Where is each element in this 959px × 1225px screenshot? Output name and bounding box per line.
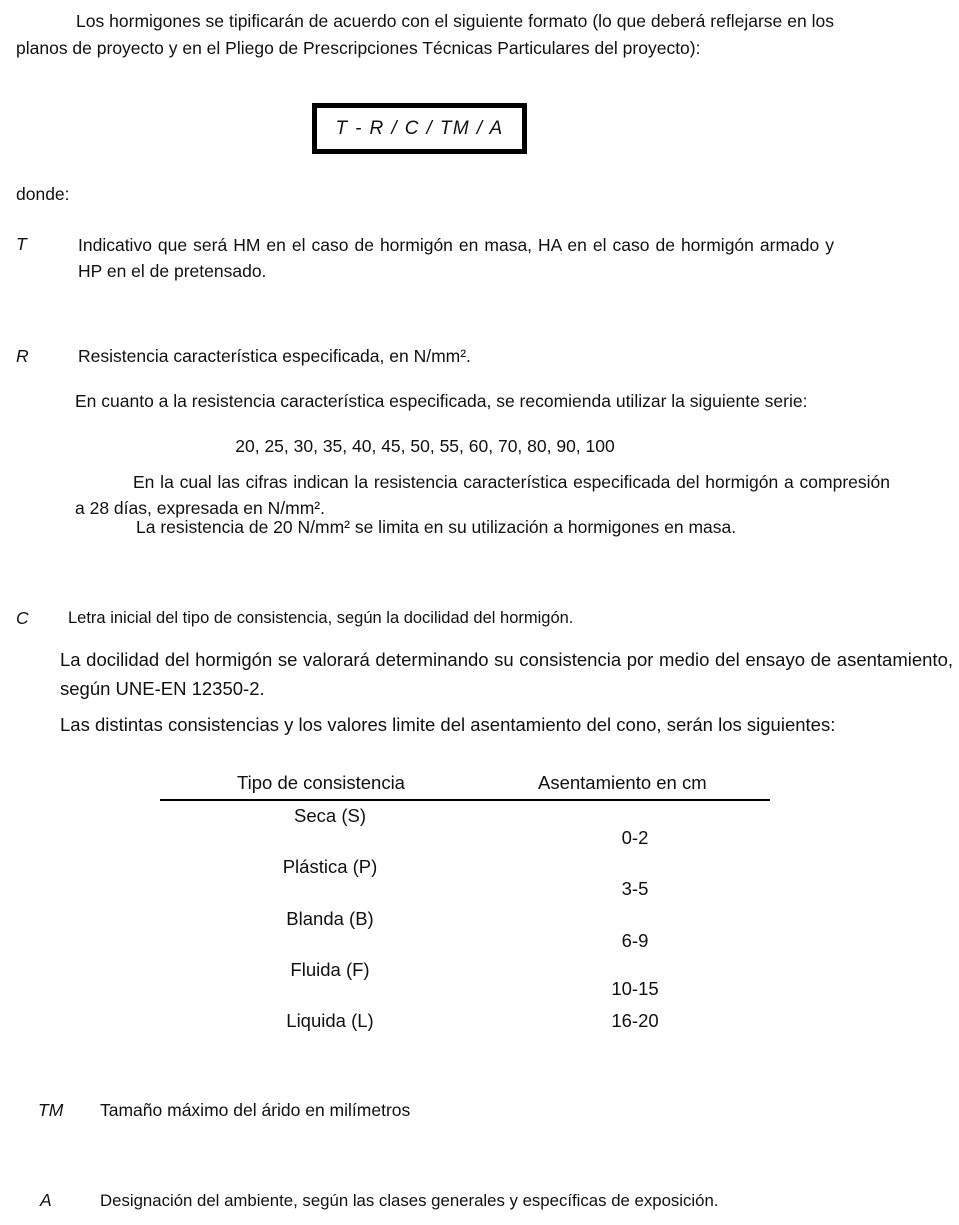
table-cell-asentamiento: 0-2 xyxy=(621,827,649,848)
definition-text-t: Indicativo que será HM en el caso de hormigón en masa, HA en el caso de hormigón armado y HP en el de pretensado. xyxy=(78,235,834,281)
consistencia-paragraph-2: Las distintas consistencias y los valores limite del asentamiento del cono, serán los siguientes: xyxy=(60,714,836,735)
table-cell-tipo: Blanda (B) xyxy=(286,908,374,929)
consistency-table xyxy=(160,770,770,1071)
definition-symbol-r: R xyxy=(16,346,29,366)
resistencia-note: En cuanto a la resistencia característica especificada, se recomienda utilizar la siguiente serie: xyxy=(75,391,808,411)
definition-text-c: Letra inicial del tipo de consistencia, según la docilidad del hormigón. xyxy=(68,609,574,627)
table-row xyxy=(160,855,770,909)
definition-text-r: Resistencia característica especificada, en N/mm². xyxy=(78,346,471,366)
table-cell-asentamiento: 6-9 xyxy=(621,930,649,951)
definition-text-a: Designación del ambiente, según las clases generales y específicas de exposición. xyxy=(100,1191,719,1210)
definition-symbol-tm: TM xyxy=(38,1100,64,1120)
consistencia-paragraph-1: La docilidad del hormigón se valorará determinando su consistencia por medio del ensayo de asentamiento, según UNE-EN 12350-2. xyxy=(60,649,953,699)
table-cell-asentamiento: 10-15 xyxy=(611,978,659,999)
table-cell-asentamiento: 3-5 xyxy=(621,878,649,899)
table-row xyxy=(160,801,770,855)
definition-symbol-c: C xyxy=(16,608,29,628)
table-cell-tipo: Plástica (P) xyxy=(282,856,378,877)
table-row xyxy=(160,909,770,963)
table-header-row xyxy=(160,770,770,801)
definition-symbol-t: T xyxy=(16,234,27,254)
resistencia-series: 20, 25, 30, 35, 40, 45, 50, 55, 60, 70, 80, 90, 100 xyxy=(235,436,615,456)
definition-text-tm: Tamaño máximo del árido en milímetros xyxy=(100,1100,411,1120)
definition-symbol-a: A xyxy=(40,1190,52,1210)
resistencia-paragraph-2: En la cual las cifras indican la resistencia característica especificada del hormigón a compresión a 28 días, expresada en N/mm². xyxy=(75,472,890,518)
table-cell-tipo: Liquida (L) xyxy=(286,1010,374,1031)
intro-paragraph: Los hormigones se tipificarán de acuerdo con el siguiente formato (lo que deberá reflejarse en los planos de proyecto y en el Pliego de Prescripciones Técnicas Particulares del proyecto): xyxy=(16,11,834,58)
formula-box xyxy=(312,103,527,154)
table-header-tipo: Tipo de consistencia xyxy=(237,772,405,793)
table-cell-tipo: Seca (S) xyxy=(294,805,366,826)
donde-label: donde: xyxy=(16,184,70,204)
resistencia-paragraph-3: La resistencia de 20 N/mm² se limita en su utilización a hormigones en masa. xyxy=(136,517,737,537)
table-cell-asentamiento: 16-20 xyxy=(611,1010,659,1031)
table-cell-tipo: Fluida (F) xyxy=(290,959,370,980)
formula-text: T - R / C / TM / A xyxy=(335,117,504,139)
table-header-asentamiento: Asentamiento en cm xyxy=(538,772,707,793)
table-row xyxy=(160,1010,770,1071)
